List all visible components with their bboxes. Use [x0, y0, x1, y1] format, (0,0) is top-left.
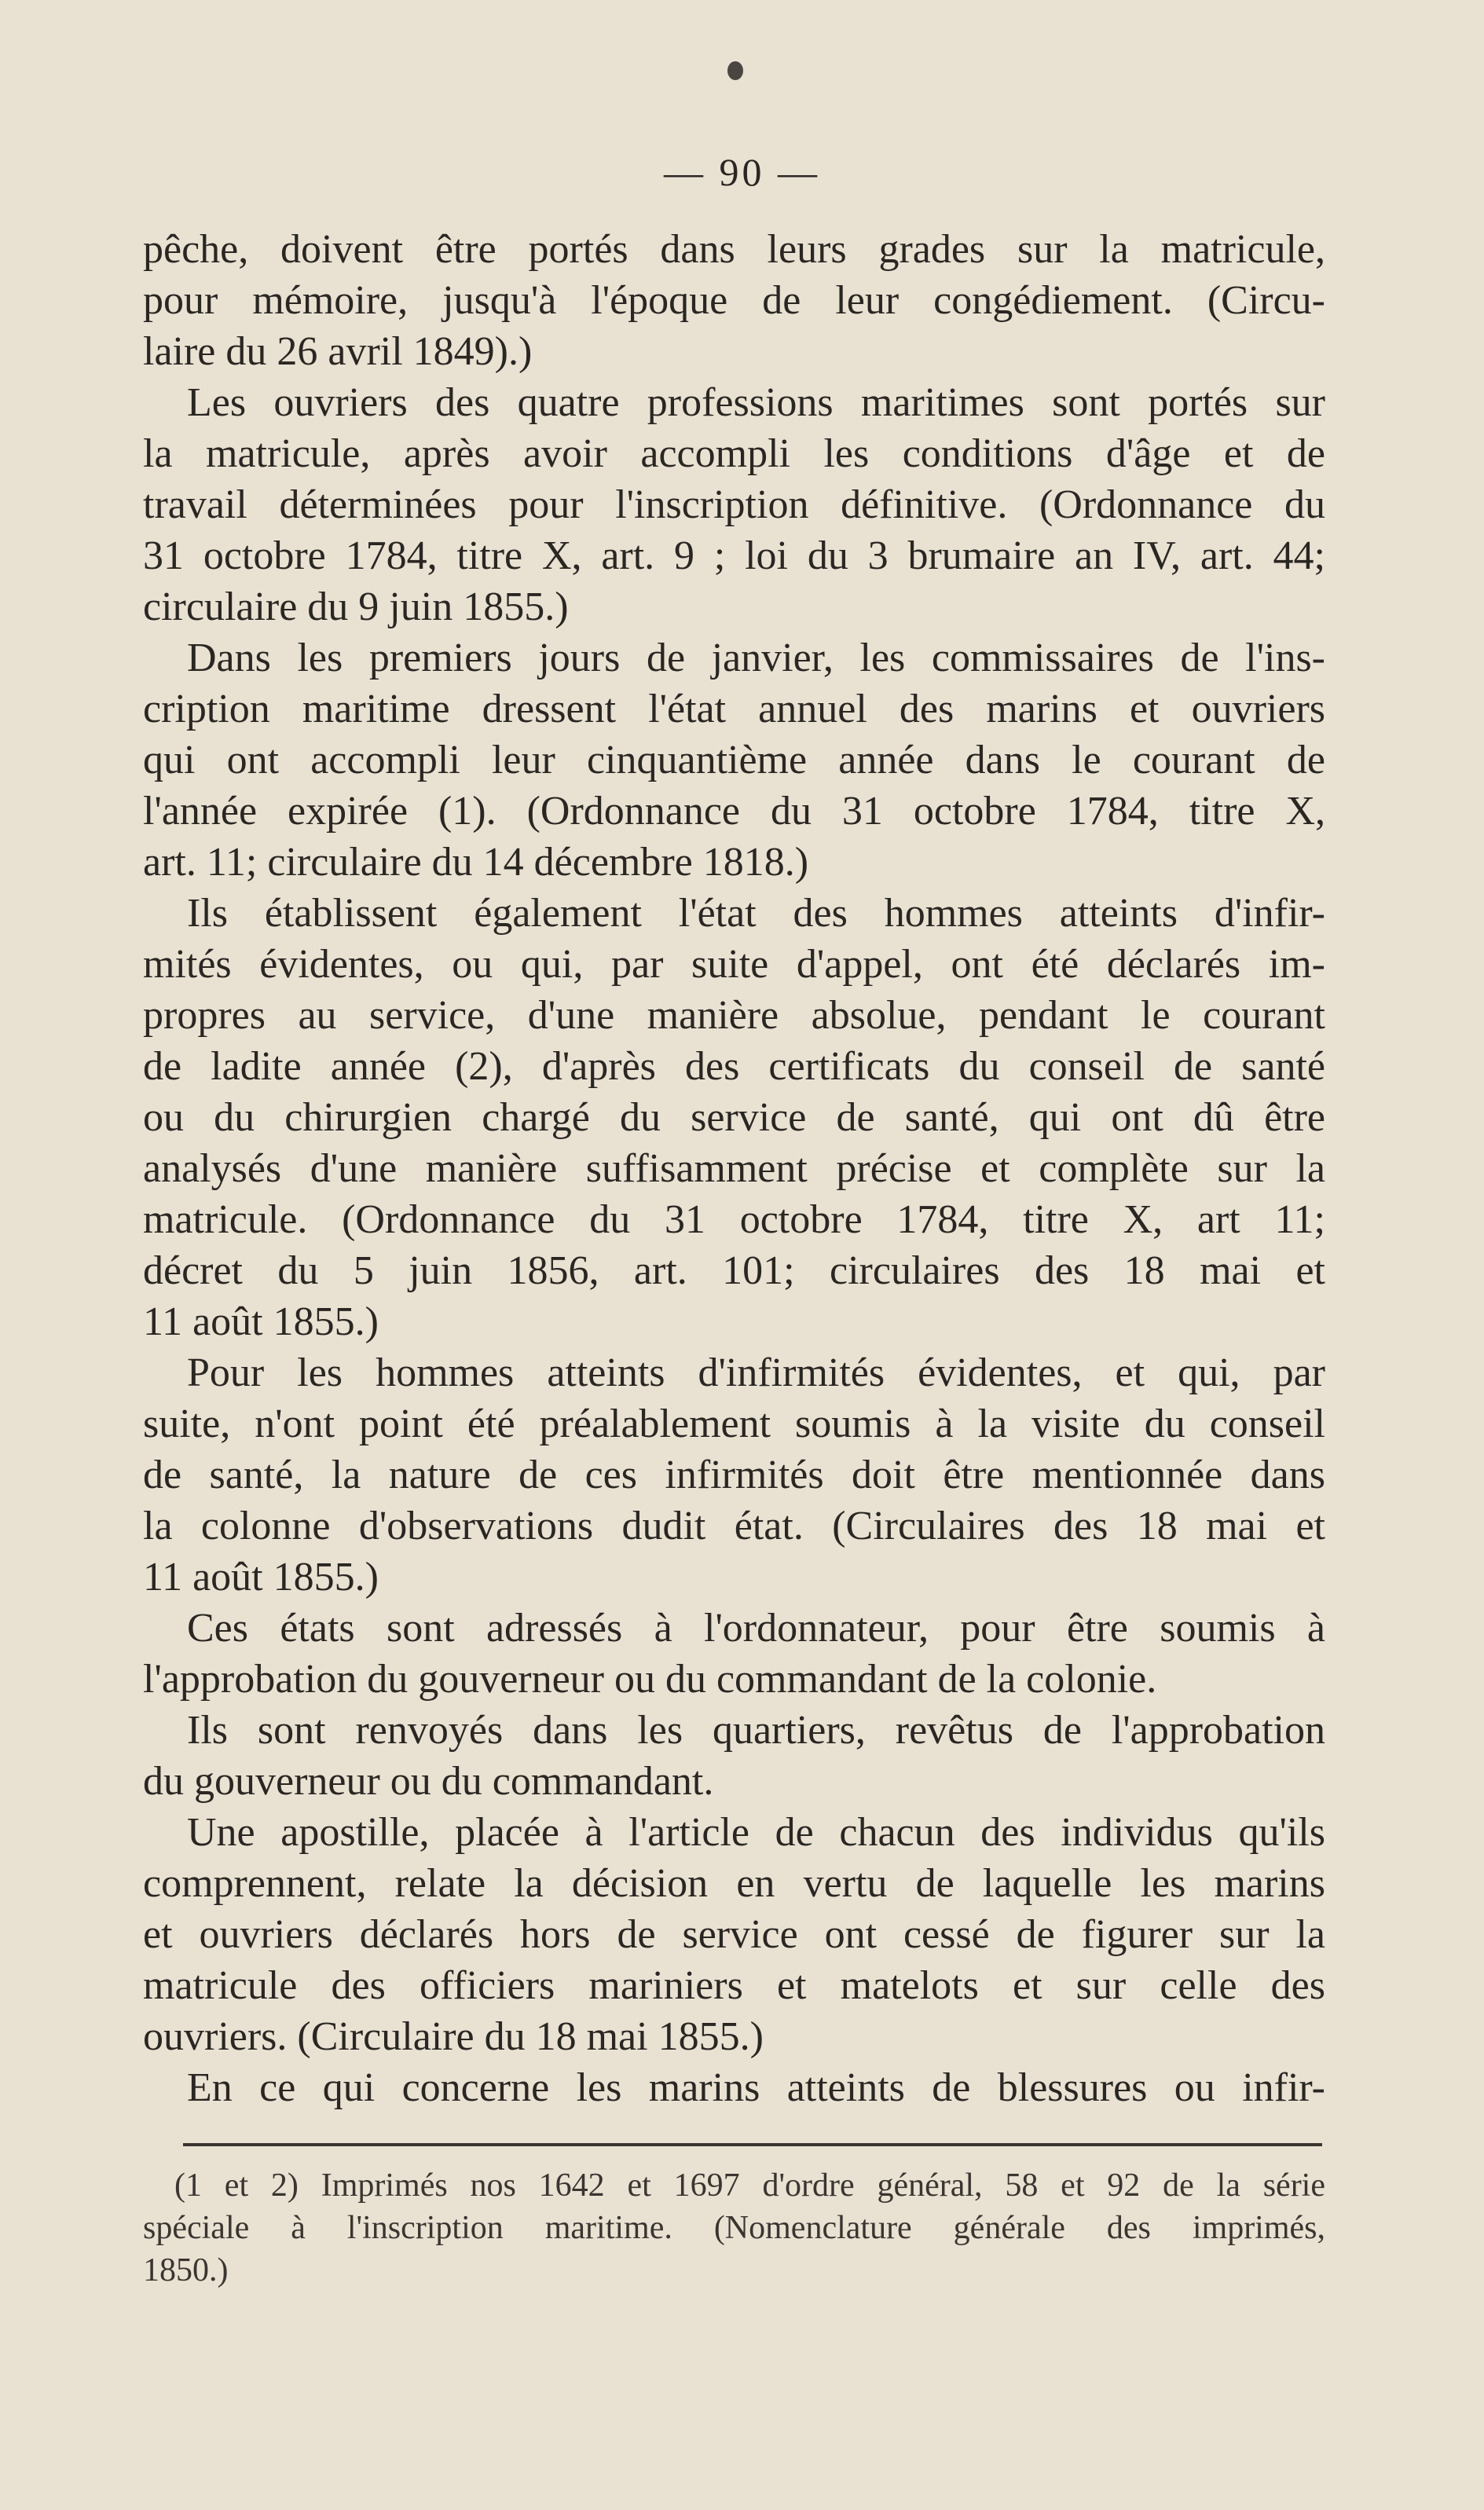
text-line: du gouverneur ou du commandant.: [143, 1759, 714, 1804]
footnote-divider: [183, 2143, 1322, 2146]
footnote-line: 1850.): [143, 2252, 229, 2288]
page-number: — 90 —: [664, 150, 820, 194]
text-line: travail déterminées pour l'inscription définitive. (Ordonnance du: [143, 482, 1325, 527]
text-line: pêche, doivent être portés dans leurs grades sur la matricule,: [143, 227, 1325, 272]
text-line: l'approbation du gouverneur ou du commandant de la colonie.: [143, 1657, 1157, 1702]
text-line: 11 août 1855.): [143, 1299, 379, 1344]
text-line: ouvriers. (Circulaire du 18 mai 1855.): [143, 2014, 764, 2059]
text-line: cription maritime dressent l'état annuel des marins et ouvriers: [143, 687, 1325, 731]
text-line: circulaire du 9 juin 1855.): [143, 584, 569, 629]
text-line: mités évidentes, ou qui, par suite d'appel, ont été déclarés im-: [143, 942, 1325, 987]
text-line: analysés d'une manière suffisamment précise et complète sur la: [143, 1146, 1325, 1191]
text-line: matricule des officiers mariniers et matelots et sur celle des: [143, 1963, 1325, 2008]
text-line: décret du 5 juin 1856, art. 101; circulaires des 18 mai et: [143, 1248, 1325, 1293]
text-line: qui ont accompli leur cinquantième année dans le courant de: [143, 738, 1325, 782]
text-line: comprennent, relate la décision en vertu de laquelle les marins: [143, 1861, 1325, 1906]
text-line: 31 octobre 1784, titre X, art. 9 ; loi du 3 brumaire an IV, art. 44;: [143, 533, 1325, 578]
text-line: de ladite année (2), d'après des certificats du conseil de santé: [143, 1044, 1325, 1089]
text-line: Dans les premiers jours de janvier, les commissaires de l'ins-: [187, 636, 1325, 680]
text-line: de santé, la nature de ces infirmités doit être mentionnée dans: [143, 1453, 1325, 1497]
text-line: Ces états sont adressés à l'ordonnateur, pour être soumis à: [187, 1606, 1325, 1651]
text-line: Ils établissent également l'état des hommes atteints d'infir-: [187, 891, 1325, 936]
text-line: et ouvriers déclarés hors de service ont cessé de figurer sur la: [143, 1912, 1325, 1957]
text-line: Une apostille, placée à l'article de chacun des individus qu'ils: [187, 1810, 1325, 1855]
footnotes: [143, 2164, 1325, 2292]
text-line: art. 11; circulaire du 14 décembre 1818.): [143, 840, 809, 885]
text-line: matricule. (Ordonnance du 31 octobre 1784, titre X, art 11;: [143, 1197, 1325, 1242]
text-line: ou du chirurgien chargé du service de santé, qui ont dû être: [143, 1095, 1325, 1140]
text-line: la colonne d'observations dudit état. (Circulaires des 18 mai et: [143, 1504, 1325, 1548]
text-line: propres au service, d'une manière absolue, pendant le courant: [143, 993, 1325, 1038]
text-line: En ce qui concerne les marins atteints de blessures ou infir-: [187, 2065, 1325, 2110]
text-line: laire du 26 avril 1849).): [143, 329, 533, 374]
text-line: la matricule, après avoir accompli les conditions d'âge et de: [143, 431, 1325, 476]
text-line: Les ouvriers des quatre professions maritimes sont portés sur: [187, 380, 1325, 425]
text-line: suite, n'ont point été préalablement soumis à la visite du conseil: [143, 1402, 1325, 1446]
footnote-line: (1 et 2) Imprimés nos 1642 et 1697 d'ordre général, 58 et 92 de la série: [174, 2167, 1325, 2204]
body-text: [143, 224, 1325, 2113]
text-line: pour mémoire, jusqu'à l'époque de leur congédiement. (Circu-: [143, 278, 1325, 323]
ink-dot: [727, 61, 743, 80]
text-line: Pour les hommes atteints d'infirmités évidentes, et qui, par: [187, 1350, 1325, 1395]
text-line: l'année expirée (1). (Ordonnance du 31 octobre 1784, titre X,: [143, 789, 1325, 834]
footnote-line: spéciale à l'inscription maritime. (Nomenclature générale des imprimés,: [143, 2210, 1325, 2246]
text-line: Ils sont renvoyés dans les quartiers, revêtus de l'approbation: [187, 1708, 1325, 1753]
text-line: 11 août 1855.): [143, 1555, 379, 1599]
